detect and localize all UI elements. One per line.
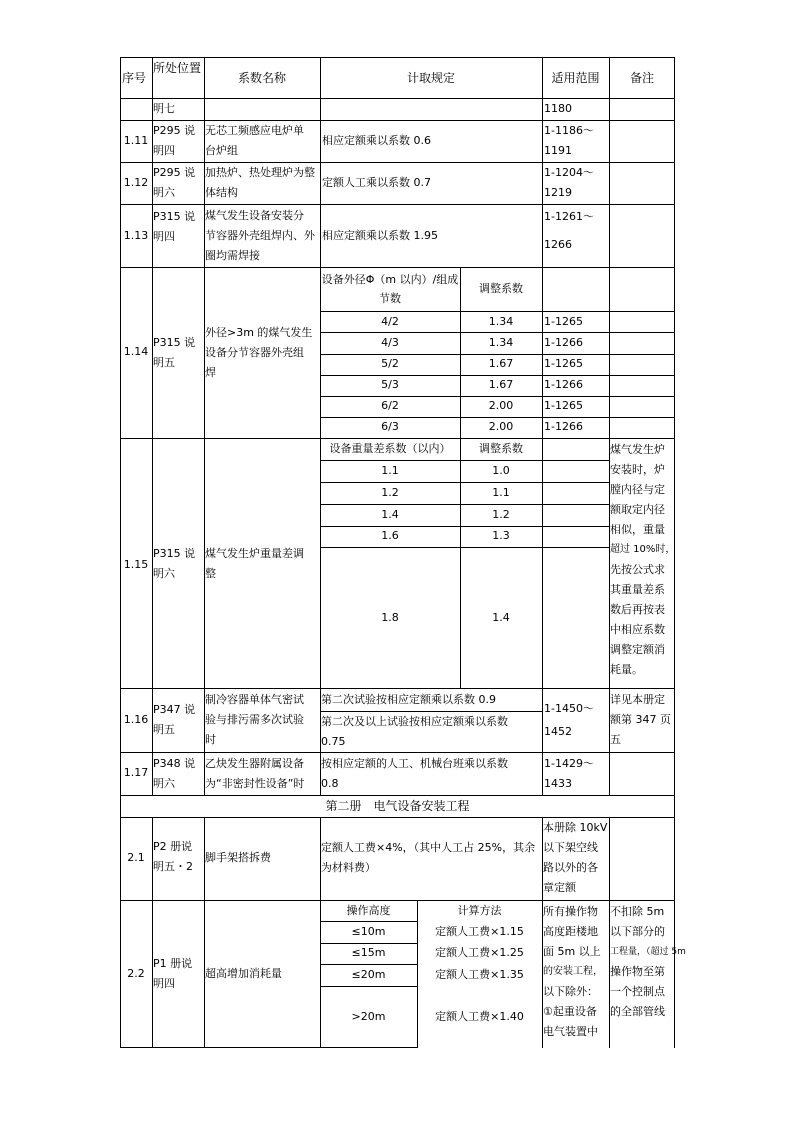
rule-line xyxy=(609,57,610,795)
value-cell: ≤10m xyxy=(351,925,386,938)
value-cell: 1.67 xyxy=(488,357,514,370)
note-cell: 耗量。 xyxy=(610,663,643,676)
value-cell: 1.67 xyxy=(488,378,514,391)
note-cell: 数后再按表 xyxy=(610,603,665,616)
value-cell: 1.34 xyxy=(488,315,514,328)
subheader-cell: 设备外径Φ（m 以内）/组成 xyxy=(321,273,459,286)
value-cell: 6/3 xyxy=(381,420,399,433)
scope-cell: 1433 xyxy=(544,777,572,790)
header-location: 所处位置 xyxy=(153,61,202,75)
name-cell: 加热炉、热处理炉为整 xyxy=(205,166,315,179)
value-cell: 定额人工费×1.35 xyxy=(435,968,524,981)
name-cell: 煤气发生炉重量差调 xyxy=(205,547,304,560)
rule-cell: 按相应定额的人工、机械台班乘以系数 xyxy=(321,757,508,770)
note-cell: 的全部管线 xyxy=(610,1005,665,1018)
note-cell: 工程量，（超过 5m xyxy=(610,947,686,957)
note-cell: 超过 10%时， xyxy=(610,544,676,555)
location-cell: P348 说 xyxy=(153,757,196,770)
note-cell: 其重量差系 xyxy=(610,583,665,596)
value-cell: 6/2 xyxy=(381,399,399,412)
location-cell: P315 说 xyxy=(153,210,196,223)
rule-line xyxy=(320,547,609,548)
note-cell: 调整定额消 xyxy=(610,643,665,656)
scope-cell: 1-1265 xyxy=(544,399,583,412)
note-cell: 一个控制点 xyxy=(610,985,665,998)
location-cell: 明七 xyxy=(153,102,175,115)
name-cell: 设备分节容器外壳组 xyxy=(205,346,304,359)
seq-cell: 2.2 xyxy=(127,967,145,980)
name-cell: 脚手架搭拆费 xyxy=(205,851,271,864)
value-cell: 2.00 xyxy=(488,420,514,433)
scope-cell: 1-1261～ xyxy=(544,210,594,223)
location-cell: P347 说 xyxy=(153,703,196,716)
location-cell: P295 说 xyxy=(153,166,196,179)
rule-cell: 相应定额乘以系数 1.95 xyxy=(322,229,438,242)
note-cell: 详见本册定 xyxy=(610,693,665,706)
location-cell: 明四 xyxy=(153,144,175,157)
value-cell: 1.1 xyxy=(492,486,510,499)
name-cell: 验与排污需多次试验 xyxy=(205,713,304,726)
name-cell: 制冷容器单体气密试 xyxy=(205,693,304,706)
value-cell: 1.6 xyxy=(381,529,399,542)
location-cell: P1 册说 xyxy=(153,957,193,970)
rule-cell: 相应定额乘以系数 0.6 xyxy=(322,134,431,147)
seq-cell: 1.13 xyxy=(123,229,149,242)
seq-cell: 1.12 xyxy=(123,176,149,189)
rule-cell: 定额人工费×4%，（其中人工占 25%，其余 xyxy=(321,841,536,854)
scope-cell: 1266 xyxy=(544,238,572,251)
scope-cell: 1191 xyxy=(544,144,572,157)
value-cell: ≤15m xyxy=(351,946,386,959)
subheader-cell: 调整系数 xyxy=(479,282,523,295)
subheader-cell: 操作高度 xyxy=(346,904,391,917)
rule-line xyxy=(120,57,121,1048)
value-cell: 定额人工费×1.25 xyxy=(435,946,524,959)
value-cell: 5/3 xyxy=(381,378,399,391)
value-cell: 2.00 xyxy=(488,399,514,412)
location-cell: P295 说 xyxy=(153,124,196,137)
subheader-cell: 计算方法 xyxy=(457,904,502,917)
location-cell: 明四 xyxy=(153,977,175,990)
value-cell: 5/2 xyxy=(381,357,399,370)
rule-line xyxy=(320,986,417,987)
scope-cell: 1-1266 xyxy=(544,378,583,391)
note-cell: 以下部分的 xyxy=(610,925,665,938)
scope-cell: 1-1266 xyxy=(544,336,583,349)
rule-line xyxy=(120,1047,417,1048)
note-cell: 不扣除 5m xyxy=(610,905,665,918)
name-cell: 无芯工频感应电炉单 xyxy=(205,124,304,137)
scope-cell: 1219 xyxy=(544,186,572,199)
rule-cell: 0.8 xyxy=(321,777,339,790)
location-cell: 明五 xyxy=(153,356,175,369)
value-cell: 1.2 xyxy=(381,486,399,499)
value-cell: 定额人工费×1.15 xyxy=(435,925,524,938)
name-cell: 整 xyxy=(205,567,216,580)
value-cell: 1.8 xyxy=(381,611,399,624)
name-cell: 台炉组 xyxy=(205,144,238,157)
note-cell: 安装时，炉 xyxy=(610,463,665,476)
scope-cell: 1-1265 xyxy=(544,357,583,370)
name-cell: 为“非密封性设备”时 xyxy=(205,777,305,790)
location-cell: 明四 xyxy=(153,230,175,243)
value-cell: 1.4 xyxy=(381,508,399,521)
location-cell: P2 册说 xyxy=(153,840,193,853)
name-cell: 乙炔发生器附属设备 xyxy=(205,757,304,770)
note-cell: 煤气发生炉 xyxy=(610,443,665,456)
location-cell: P315 说 xyxy=(153,547,196,560)
note-cell: 操作物至第 xyxy=(610,965,665,978)
name-cell: 圈均需焊接 xyxy=(205,249,260,262)
scope-cell: 以下除外： xyxy=(543,985,598,998)
scope-cell: 1-1429～ xyxy=(544,757,594,770)
rule-cell: 第二次试验按相应定额乘以系数 0.9 xyxy=(321,693,496,706)
name-cell: 时 xyxy=(205,733,216,746)
scope-cell: 1-1204～ xyxy=(544,166,594,179)
location-cell: 明五・2 xyxy=(153,860,193,873)
value-cell: ≤20m xyxy=(351,968,386,981)
value-cell: 1.2 xyxy=(492,508,510,521)
name-cell: 外径>3m 的煤气发生 xyxy=(205,326,313,339)
scope-cell: 1452 xyxy=(544,725,572,738)
seq-cell: 1.11 xyxy=(123,134,149,147)
scope-cell: 以下架空线 xyxy=(543,841,598,854)
seq-cell: 1.15 xyxy=(123,558,149,571)
location-cell: 明六 xyxy=(153,777,175,790)
scope-cell: 1-1266 xyxy=(544,420,583,433)
seq-cell: 1.16 xyxy=(123,713,149,726)
scope-cell: 所有操作物 xyxy=(543,905,598,918)
header-rule: 计取规定 xyxy=(406,71,455,85)
value-cell: 1.0 xyxy=(492,464,510,477)
subheader-cell: 调整系数 xyxy=(479,442,523,455)
rule-cell: 0.75 xyxy=(321,735,346,748)
seq-cell: 1.17 xyxy=(123,766,149,779)
section-title: 第二册 电气设备安装工程 xyxy=(325,799,470,813)
note-cell: 额取定内径 xyxy=(610,503,665,516)
rule-cell: 为材料费） xyxy=(321,861,376,874)
name-cell: 超高增加消耗量 xyxy=(205,967,282,980)
header-note: 备注 xyxy=(629,71,654,85)
value-cell: 1.34 xyxy=(488,336,514,349)
value-cell: 4/3 xyxy=(381,336,399,349)
value-cell: 定额人工费×1.40 xyxy=(435,1010,524,1023)
scope-cell: 面 5m 以上 xyxy=(543,945,601,958)
scope-cell: ①起重设备 xyxy=(543,1005,597,1018)
name-cell: 体结构 xyxy=(205,186,238,199)
rule-cell: 第二次及以上试验按相应定额乘以系数 xyxy=(321,715,508,728)
scope-cell: 本册除 10kV xyxy=(543,821,608,834)
location-cell: P315 说 xyxy=(153,336,196,349)
scope-cell: 电气装置中 xyxy=(543,1025,598,1038)
scope-cell: 高度距楼地 xyxy=(543,925,598,938)
subheader-cell: 节数 xyxy=(379,292,401,305)
note-cell: 膛内径与定 xyxy=(610,483,665,496)
subheader-cell: 设备重量差系数（以内） xyxy=(329,442,451,455)
name-cell: 煤气发生设备安装分 xyxy=(205,209,304,222)
scope-cell: 1180 xyxy=(544,102,572,115)
location-cell: 明六 xyxy=(153,567,175,580)
value-cell: 1.4 xyxy=(492,611,510,624)
location-cell: 明五 xyxy=(153,723,175,736)
scope-cell: 路以外的各 xyxy=(543,861,598,874)
rule-line xyxy=(542,57,543,795)
value-cell: >20m xyxy=(351,1010,386,1023)
rule-cell: 定额人工乘以系数 0.7 xyxy=(322,176,431,189)
scope-cell: 1-1450～ xyxy=(544,702,594,715)
header-scope: 适用范围 xyxy=(551,71,600,85)
scope-cell: 1-1265 xyxy=(544,315,583,328)
coefficient-table xyxy=(120,57,686,1048)
value-cell: 1.3 xyxy=(492,529,510,542)
note-cell: 额第 347 页 xyxy=(610,713,671,726)
note-cell: 相似，重量 xyxy=(610,523,665,536)
seq-cell: 1.14 xyxy=(123,345,149,358)
header-name: 系数名称 xyxy=(237,71,286,85)
header-seq: 序号 xyxy=(122,71,147,85)
value-cell: 4/2 xyxy=(381,315,399,328)
name-cell: 焊 xyxy=(205,366,216,379)
location-cell: 明六 xyxy=(153,186,175,199)
name-cell: 节容器外壳组焊内、外 xyxy=(205,229,315,242)
note-cell: 中相应系数 xyxy=(610,623,665,636)
value-cell: 1.1 xyxy=(381,464,399,477)
seq-cell: 2.1 xyxy=(127,851,145,864)
scope-cell: 章定额 xyxy=(543,881,576,894)
scope-cell: 的安装工程， xyxy=(543,966,603,977)
note-cell: 五 xyxy=(610,733,621,746)
note-cell: 先按公式求 xyxy=(610,563,665,576)
scope-cell: 1-1186～ xyxy=(544,124,594,137)
